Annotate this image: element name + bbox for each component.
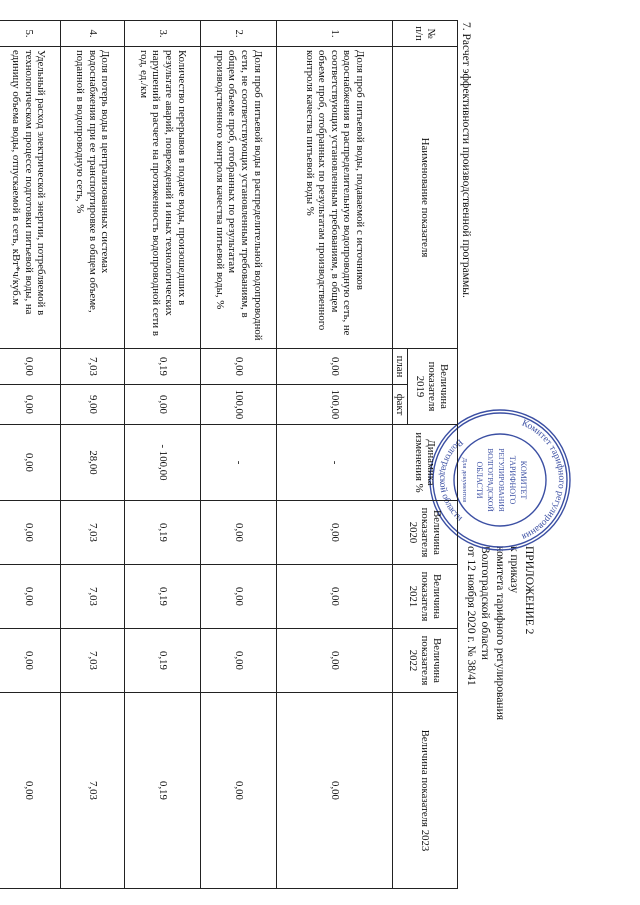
indicator-name: Доля проб питьевой воды, подаваемой с источников водоснабжения в распределительную водопроводную сеть, не соответствующих установленным требованиям, в общем объеме проб, отобранных по результатам производственного контроля качества питьевой воды % — [277, 47, 393, 349]
table-row — [61, 21, 125, 889]
row-number: 5. — [0, 21, 61, 47]
stamp-center-1: КОМИТЕТ — [519, 460, 528, 500]
approval-appendix: ПРИЛОЖЕНИЕ 2 — [523, 546, 535, 635]
value-2022: 7,03 — [61, 629, 125, 693]
value-2019-plan: 0,19 — [125, 349, 201, 385]
value-2019-fact: 100,00 — [201, 385, 277, 425]
row-number: 1. — [277, 21, 393, 47]
value-2022: 0,00 — [277, 629, 393, 693]
header-value-2023: Величина показателя 2023 — [393, 693, 458, 889]
stamp-center-3: РЕГУЛИРОВАНИЯ — [497, 448, 506, 512]
table-row — [277, 21, 393, 889]
value-2019-plan: 0,00 — [0, 349, 61, 385]
value-2019-fact: 0,00 — [125, 385, 201, 425]
value-2020: 0,00 — [201, 501, 277, 565]
approval-block — [464, 546, 537, 886]
header-value-2020: Величина показателя 2020 — [393, 501, 458, 565]
value-2023: 0,00 — [201, 693, 277, 889]
header-no: № п/п — [393, 21, 458, 47]
approval-order: к приказу — [508, 546, 521, 594]
header-value-2021: Величина показателя 2021 — [393, 565, 458, 629]
stamp-center-5: ОБЛАСТИ — [475, 461, 484, 499]
dynamics-value: - — [201, 425, 277, 501]
value-2023: 0,00 — [0, 693, 61, 889]
value-2022: 0,00 — [0, 629, 61, 693]
table-row — [201, 21, 277, 889]
value-2023: 7,03 — [61, 693, 125, 889]
dynamics-value: - — [277, 425, 393, 501]
value-2022: 0,19 — [125, 629, 201, 693]
header-plan: план — [393, 349, 408, 385]
value-2019-plan: 0,00 — [201, 349, 277, 385]
dynamics-value: 0,00 — [0, 425, 61, 501]
efficiency-table — [0, 20, 458, 889]
value-2021: 7,03 — [61, 565, 125, 629]
value-2019-fact: 0,00 — [0, 385, 61, 425]
approval-region: Волгоградской области — [479, 546, 492, 660]
header-dynamics: Динамика изменения % — [393, 425, 458, 501]
value-2021: 0,00 — [0, 565, 61, 629]
stamp-ring-bottom: Волгоградской области — [436, 436, 465, 524]
table-row — [125, 21, 201, 889]
indicator-name: Удельный расход электрической энергии, потребляемой в технологическом процессе подготовки питьевой воды, на единицу объема воды, отпускаемой в сеть, кВт*ч/куб.м — [0, 47, 61, 349]
indicator-name: Доля потерь воды в централизованных системах водоснабжения при ее транспортировке в общем объеме, поданной в водопроводную сеть, % — [61, 47, 125, 349]
value-2019-fact: 100,00 — [277, 385, 393, 425]
approval-committee: комитета тарифного регулирования — [494, 546, 506, 721]
row-number: 2. — [201, 21, 277, 47]
value-2020: 0,00 — [0, 501, 61, 565]
value-2019-plan: 0,00 — [277, 349, 393, 385]
stamp-note: Для документов — [461, 457, 468, 503]
approval-date: от 12 ноября 2020 г. № 38/41 — [465, 546, 477, 686]
section-caption: 7. Расчет эффективности производственной программы. — [460, 22, 472, 298]
header-value-2019: Величина показателя 2019 — [408, 349, 458, 425]
value-2022: 0,00 — [201, 629, 277, 693]
stamp-center-2: ТАРИФНОГО — [508, 455, 517, 505]
header-fact: факт — [393, 385, 408, 425]
value-2023: 0,19 — [125, 693, 201, 889]
stamp-center-4: ВОЛГОГРАДСКОЙ — [486, 448, 495, 512]
header-value-2022: Величина показателя 2022 — [393, 629, 458, 693]
header-name: Наименование показателя — [393, 47, 458, 349]
value-2021: 0,00 — [277, 565, 393, 629]
indicator-name: Количество перерывов в подаче воды, произошедших в результате аварий, повреждений и иных технологических нарушений в расчете на протяженность водопроводной сети в год, ед./км — [125, 47, 201, 349]
value-2019-fact: 9,00 — [61, 385, 125, 425]
value-2019-plan: 7,03 — [61, 349, 125, 385]
row-number: 4. — [61, 21, 125, 47]
table-row — [0, 21, 61, 889]
indicator-name: Доля проб питьевой воды в распределительной водопроводной сети, не соответствующих установленным требованиям, в общем объеме проб, отобранных по результатам производственного контроля качества питьевой воды, % — [201, 47, 277, 349]
value-2020: 0,19 — [125, 501, 201, 565]
value-2021: 0,19 — [125, 565, 201, 629]
value-2023: 0,00 — [277, 693, 393, 889]
value-2020: 0,00 — [277, 501, 393, 565]
value-2021: 0,00 — [201, 565, 277, 629]
dynamics-value: - 100,00 — [125, 425, 201, 501]
dynamics-value: 28,00 — [61, 425, 125, 501]
value-2020: 7,03 — [61, 501, 125, 565]
row-number: 3. — [125, 21, 201, 47]
stamp-ring-top: Комитет тарифного регулирования — [520, 418, 567, 542]
